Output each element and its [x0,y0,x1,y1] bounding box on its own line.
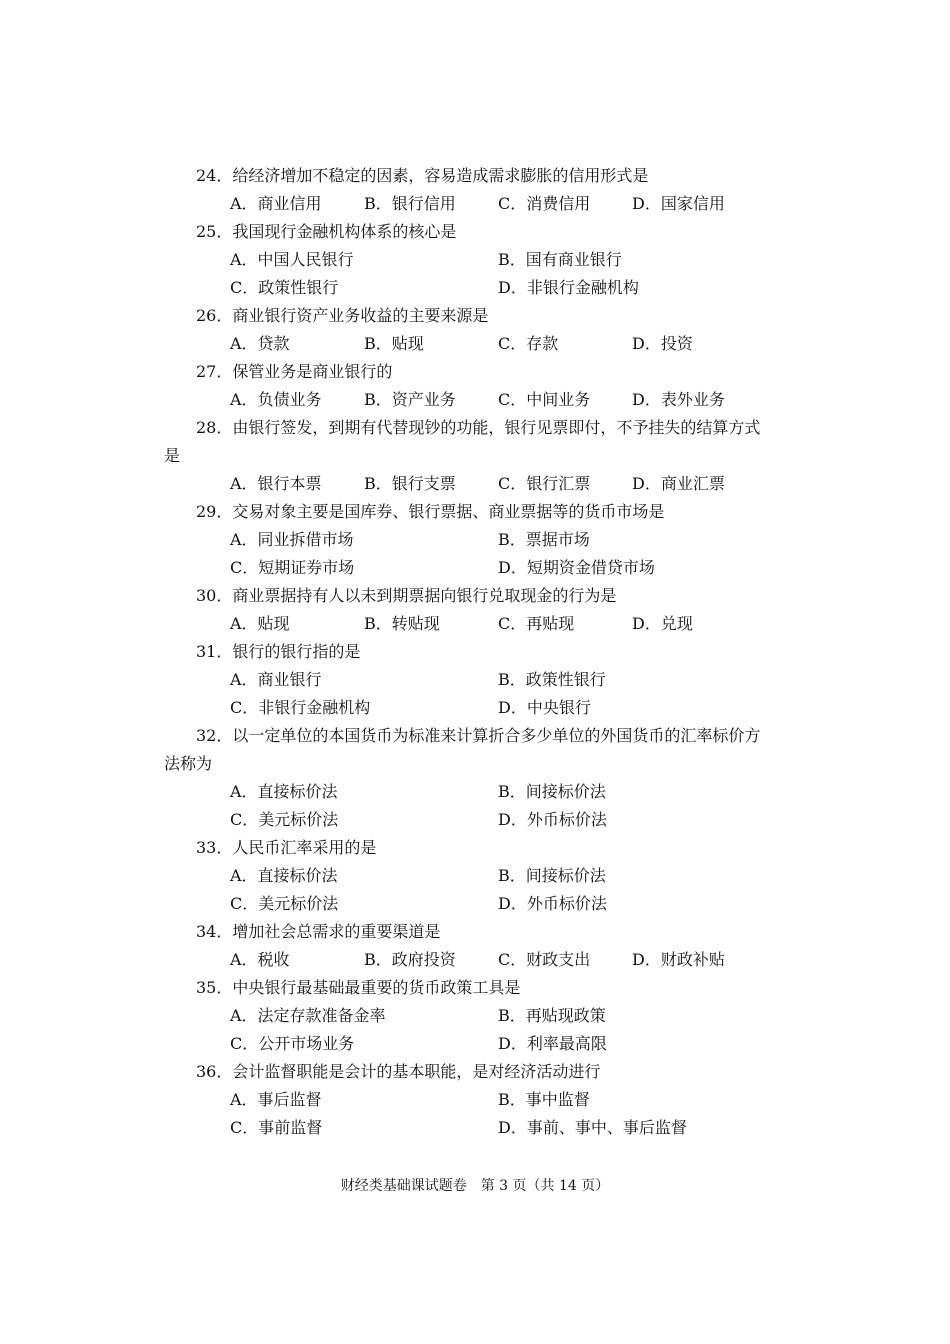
question-stem: 25．我国现行金融机构体系的核心是 [196,222,457,241]
answer-option: A．中国人民银行 [230,250,354,269]
option-row [164,1002,794,1030]
answer-option: A．商业信用 [230,194,322,213]
option-row [164,554,794,582]
option-row [164,666,794,694]
question-stem: 29．交易对象主要是国库券、银行票据、商业票据等的货币市场是 [196,502,665,521]
answer-option: B．政府投资 [364,950,456,969]
question-item [164,358,794,414]
answer-option: B．间接标价法 [498,866,606,885]
question-stem: 31．银行的银行指的是 [196,642,361,661]
answer-option: C．再贴现 [498,614,575,633]
question-item [164,638,794,722]
option-row [164,1086,794,1114]
answer-option: A．直接标价法 [230,782,338,801]
option-row [164,806,794,834]
answer-option: B．政策性银行 [498,670,606,689]
answer-option: A．同业拆借市场 [230,530,354,549]
answer-option: A．银行本票 [230,474,322,493]
question-item [164,1058,794,1142]
answer-option: A．税收 [230,950,290,969]
question-stem: 33．人民币汇率采用的是 [196,838,377,857]
answer-option: B．再贴现政策 [498,1006,606,1025]
page-footer: 财经类基础课试题卷 第 3 页（共 14 页） [340,1178,610,1194]
answer-option: B．转贴现 [364,614,440,633]
answer-option: C．政策性银行 [230,278,339,297]
option-row [164,1030,794,1058]
question-stem: 32．以一定单位的本国货币为标准来计算折合多少单位的外国货币的汇率标价方 [196,726,761,745]
answer-option: B．资产业务 [364,390,456,409]
answer-option: A．直接标价法 [230,866,338,885]
option-row [164,190,794,218]
option-row [164,778,794,806]
answer-option: B．事中监督 [498,1090,590,1109]
option-row [164,694,794,722]
answer-option: A．商业银行 [230,670,322,689]
option-row [164,890,794,918]
answer-option: D．财政补贴 [632,950,725,969]
answer-option: A．事后监督 [230,1090,322,1109]
option-row [164,1114,794,1142]
option-row [164,946,794,974]
question-stem: 34．增加社会总需求的重要渠道是 [196,922,441,941]
answer-option: C．财政支出 [498,950,591,969]
question-stem: 28．由银行签发，到期有代替现钞的功能，银行见票即付，不予挂失的结算方式 [196,418,761,437]
answer-option: C．美元标价法 [230,810,339,829]
question-list [164,162,794,1142]
answer-option: D．事前、事中、事后监督 [498,1118,687,1137]
answer-option: D．外币标价法 [498,810,607,829]
answer-option: C．公开市场业务 [230,1034,355,1053]
question-item [164,834,794,918]
answer-option: B．国有商业银行 [498,250,622,269]
question-stem: 26．商业银行资产业务收益的主要来源是 [196,306,489,325]
option-row [164,274,794,302]
answer-option: B．银行信用 [364,194,456,213]
answer-option: D．投资 [632,334,693,353]
answer-option: D．商业汇票 [632,474,725,493]
answer-option: B．间接标价法 [498,782,606,801]
question-stem: 35．中央银行最基础最重要的货币政策工具是 [196,978,521,997]
answer-option: A．负债业务 [230,390,322,409]
option-row [164,386,794,414]
answer-option: C．非银行金融机构 [230,698,371,717]
answer-option: D．利率最高限 [498,1034,607,1053]
answer-option: D．非银行金融机构 [498,278,639,297]
question-item [164,302,794,358]
question-stem-continued: 是 [164,446,181,465]
answer-option: A．贷款 [230,334,290,353]
answer-option: A．法定存款准备金率 [230,1006,386,1025]
option-row [164,246,794,274]
option-row [164,862,794,890]
question-item [164,918,794,974]
question-stem: 36．会计监督职能是会计的基本职能，是对经济活动进行 [196,1062,601,1081]
answer-option: C．银行汇票 [498,474,591,493]
answer-option: B．贴现 [364,334,424,353]
answer-option: D．外币标价法 [498,894,607,913]
question-stem: 24．给经济增加不稳定的因素，容易造成需求膨胀的信用形式是 [196,166,649,185]
answer-option: C．短期证券市场 [230,558,355,577]
answer-option: A．贴现 [230,614,290,633]
answer-option: B．银行支票 [364,474,456,493]
option-row [164,610,794,638]
question-item [164,582,794,638]
question-item [164,414,794,498]
answer-option: D．国家信用 [632,194,725,213]
answer-option: D．短期资金借贷市场 [498,558,655,577]
question-stem: 30．商业票据持有人以未到期票据向银行兑取现金的行为是 [196,586,617,605]
question-stem-continued: 法称为 [164,754,213,773]
answer-option: D．兑现 [632,614,693,633]
question-item [164,218,794,302]
answer-option: C．事前监督 [230,1118,323,1137]
question-item [164,498,794,582]
option-row [164,526,794,554]
answer-option: C．存款 [498,334,559,353]
answer-option: D．中央银行 [498,698,591,717]
answer-option: B．票据市场 [498,530,590,549]
question-stem: 27．保管业务是商业银行的 [196,362,393,381]
option-row [164,470,794,498]
question-item [164,162,794,218]
question-item [164,974,794,1058]
answer-option: D．表外业务 [632,390,725,409]
answer-option: C．美元标价法 [230,894,339,913]
option-row [164,330,794,358]
answer-option: C．中间业务 [498,390,591,409]
question-item [164,722,794,834]
answer-option: C．消费信用 [498,194,591,213]
